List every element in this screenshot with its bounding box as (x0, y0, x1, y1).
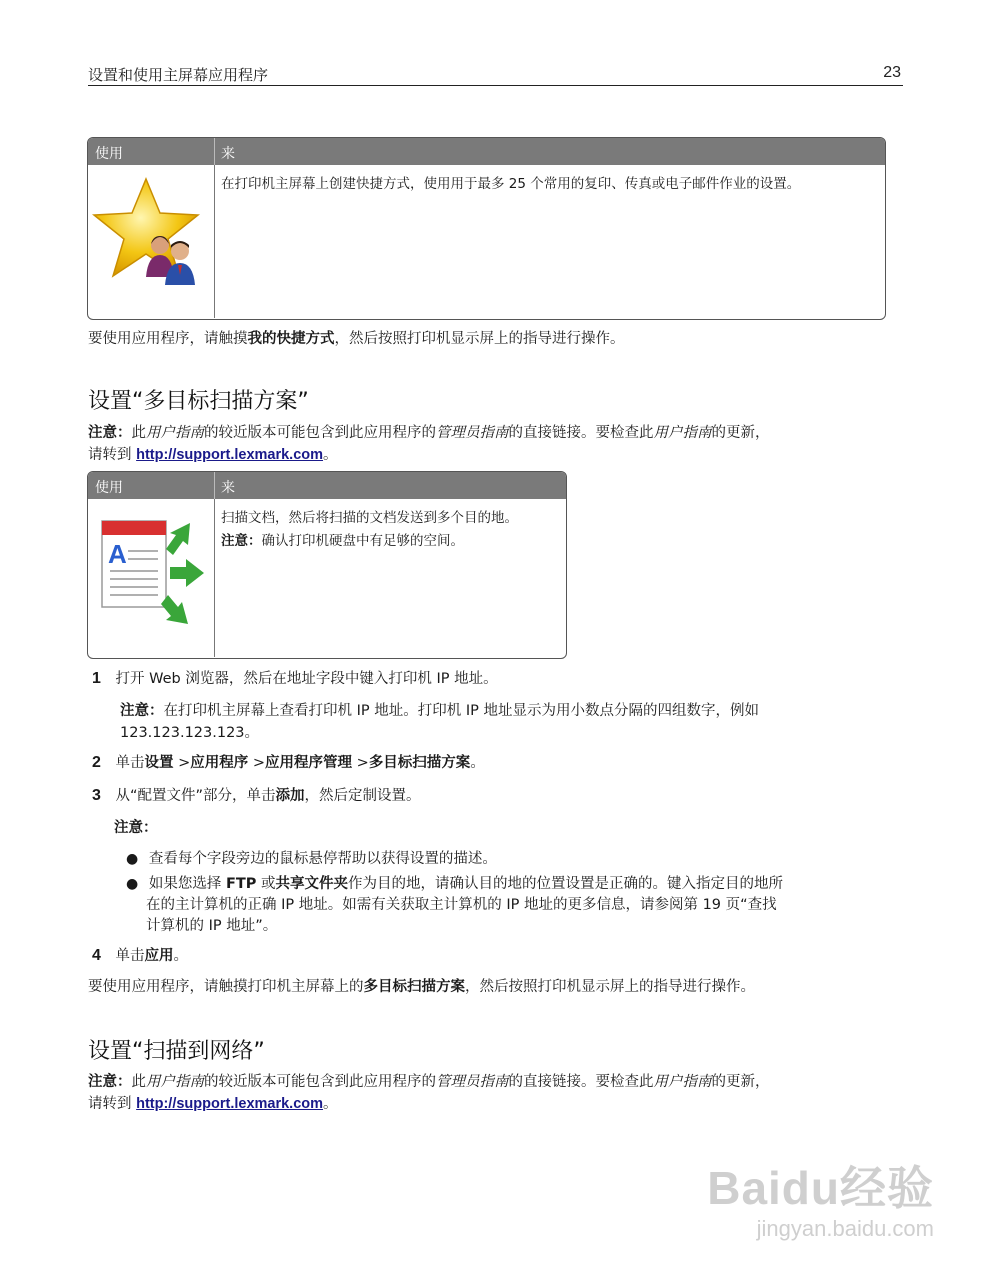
step-text (116, 788, 421, 804)
step-number: 4 (92, 947, 101, 964)
bullet-2 (126, 874, 896, 937)
page-number: 23 (883, 64, 901, 81)
note-text: 此 (131, 425, 146, 441)
note-label: 注意： (88, 1074, 132, 1090)
step-text-part: 从“配置文件”部分，单击 (115, 788, 276, 804)
step-text-part: 。 (173, 948, 189, 964)
note-text: 请转到 (88, 1096, 137, 1112)
support-link[interactable]: http://support.lexmark.com (136, 447, 324, 463)
note-italic: 用户指南 (653, 425, 712, 441)
note-text: 在打印机主屏幕上查看打印机 IP 地址。打印机 IP 地址显示为用小数点分隔的四组数字，例如 (163, 703, 759, 719)
step-3 (92, 785, 421, 807)
bullet-text-part: 如果您选择 (148, 876, 226, 892)
header-rule (88, 85, 903, 86)
table-header (88, 138, 885, 165)
bullet-1 (126, 848, 497, 870)
note-text: 。 (323, 1096, 338, 1112)
separator: > (248, 755, 266, 771)
multiscan-instruction (88, 976, 755, 998)
svg-text:A: A (108, 539, 127, 569)
step-text (116, 948, 189, 964)
section1-note (88, 422, 898, 466)
instruction-text: ，然后按照打印机显示屏上的指导进行操作。 (334, 331, 625, 347)
step-text-part: 单击 (115, 755, 145, 771)
step-3-note-label (114, 817, 158, 839)
bullet-text-line: 在的主计算机的正确 IP 地址。如需有关获取主计算机的 IP 地址的更多信息，请参阅第 19 页“查找 (146, 897, 777, 913)
apply-label: 应用 (144, 948, 174, 964)
step-text-part: ，然后定制设置。 (304, 788, 421, 804)
step-number: 1 (92, 670, 101, 687)
note-text: 的更新， (711, 1074, 770, 1090)
instruction-text: 要使用应用程序，请触摸 (88, 331, 248, 347)
note-text: 123.123.123.123。 (120, 725, 260, 741)
step-text-part: 。 (470, 755, 485, 771)
menu-multiscan: 多目标扫描方案 (368, 755, 471, 771)
note-label: 注意： (88, 425, 132, 441)
note-text: 确认打印机硬盘中有足够的空间。 (261, 533, 464, 549)
step-2 (92, 752, 485, 774)
section2-note (88, 1071, 898, 1115)
icon-cell (88, 165, 215, 318)
menu-settings: 设置 (144, 755, 174, 771)
step-number: 3 (92, 787, 101, 804)
shortcut-table (87, 137, 886, 320)
separator: > (173, 755, 191, 771)
support-link[interactable]: http://support.lexmark.com (136, 1096, 324, 1112)
note-text: 请转到 (88, 447, 137, 463)
step-text-part: 单击 (115, 948, 145, 964)
step-4 (92, 945, 188, 967)
note-text: 的较近版本可能包含到此应用程序的 (204, 1074, 436, 1090)
document-send-arrows-icon (88, 499, 214, 657)
separator: > (352, 755, 369, 771)
shortcut-instruction (88, 328, 625, 350)
star-with-people-icon (88, 165, 214, 318)
step-1 (92, 668, 498, 690)
shortcut-description: 在打印机主屏幕上创建快捷方式，使用用于最多 25 个常用的复印、传真或电子邮件作业的设置。 (221, 176, 801, 192)
section-heading-multiscan: 设置“多目标扫描方案” (88, 389, 309, 414)
section-heading-scan-to-network: 设置“扫描到网络” (88, 1039, 265, 1064)
note-italic: 用户指南 (146, 425, 204, 441)
note-label: 注意： (114, 820, 158, 836)
shared-folder-label: 共享文件夹 (275, 876, 348, 892)
bullet-text (149, 876, 783, 892)
ftp-label: FTP (225, 876, 257, 892)
bullet-text-part: 作为目的地，请确认目的地的位置设置是正确的。键入指定目的地所 (347, 876, 783, 892)
multiscan-description: 扫描文档，然后将扫描的文档发送到多个目的地。 (221, 510, 518, 526)
note-text: 此 (131, 1074, 146, 1090)
step-text (116, 755, 485, 771)
note-text: 。 (323, 447, 338, 463)
watermark-main: Baidu经验 (707, 1162, 934, 1214)
note-text: 的较近版本可能包含到此应用程序的 (204, 425, 436, 441)
multiscan-label: 多目标扫描方案 (363, 979, 465, 995)
header-cell-use: 使用 (88, 138, 215, 165)
instruction-text: 要使用应用程序，请触摸打印机主屏幕上的 (88, 979, 364, 995)
instruction-text: ，然后按照打印机显示屏上的指导进行操作。 (465, 979, 755, 995)
table-header (88, 472, 566, 499)
note-italic: 用户指南 (146, 1074, 204, 1090)
note-label: 注意： (120, 703, 164, 719)
note-italic: 管理员指南 (436, 1074, 509, 1090)
icon-cell (88, 499, 215, 657)
note-text: 的更新， (711, 425, 770, 441)
multiscan-table (87, 471, 567, 659)
watermark-sub: jingyan.baidu.com (756, 1216, 934, 1241)
add-label: 添加 (275, 788, 305, 804)
bullet-icon: ● (126, 851, 139, 867)
note-italic: 管理员指南 (436, 425, 509, 441)
multiscan-note (221, 530, 560, 553)
menu-app-management: 应用程序管理 (265, 755, 353, 771)
step-text: 打开 Web 浏览器，然后在地址字段中键入打印机 IP 地址。 (115, 671, 498, 687)
baidu-watermark (707, 1152, 934, 1242)
step-number: 2 (92, 754, 101, 771)
note-label: 注意： (221, 533, 262, 549)
my-shortcuts-label: 我的快捷方式 (247, 331, 335, 347)
header-cell-purpose: 来 (221, 480, 235, 496)
note-italic: 用户指南 (653, 1074, 712, 1090)
step-1-note (120, 700, 900, 744)
note-text: 的直接链接。要检查此 (508, 425, 654, 441)
bullet-icon: ● (126, 876, 139, 892)
menu-apps: 应用程序 (190, 755, 249, 771)
bullet-text: 查看每个字段旁边的鼠标悬停帮助以获得设置的描述。 (148, 851, 497, 867)
note-text: 的直接链接。要检查此 (508, 1074, 654, 1090)
running-header-title: 设置和使用主屏幕应用程序 (88, 66, 269, 84)
bullet-text-part: 或 (256, 876, 276, 892)
header-cell-purpose: 来 (221, 146, 235, 162)
header-cell-use: 使用 (88, 472, 215, 499)
bullet-text-line: 计算机的 IP 地址”。 (146, 918, 278, 934)
